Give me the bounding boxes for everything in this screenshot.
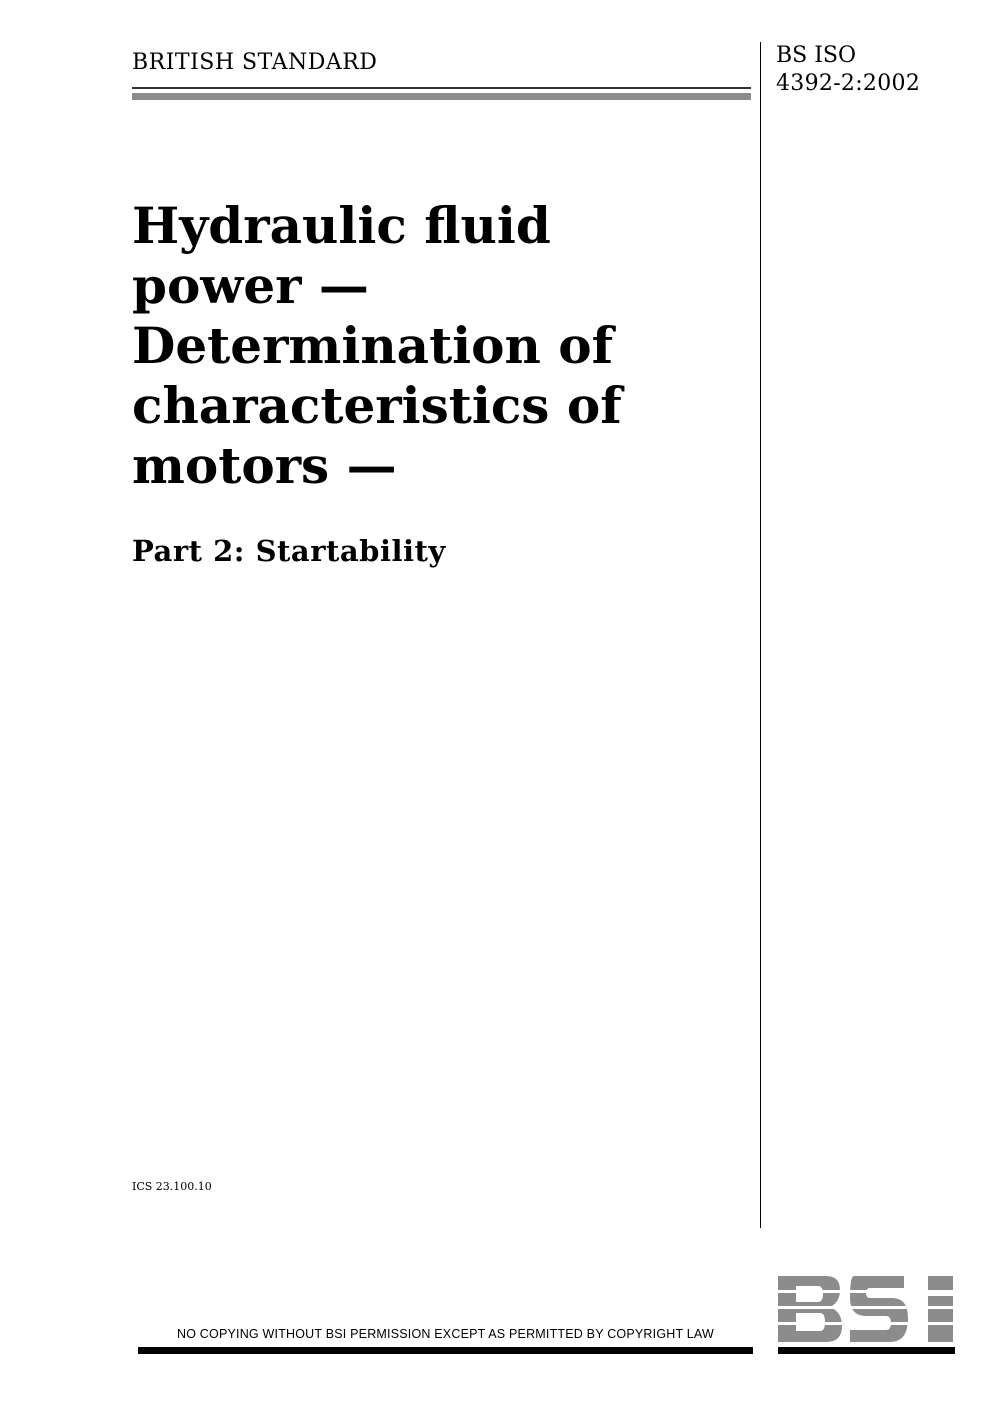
header-divider-thick — [132, 93, 751, 100]
document-subtitle: Part 2: Startability — [132, 534, 446, 568]
title-line: Determination of — [132, 316, 614, 375]
standard-number — [776, 42, 920, 98]
document-type-label: BRITISH STANDARD — [132, 50, 378, 75]
title-line: motors — — [132, 436, 397, 495]
title-line: power — — [132, 256, 369, 315]
margin-vertical-rule — [760, 42, 761, 1228]
copyright-notice: NO COPYING WITHOUT BSI PERMISSION EXCEPT AS PERMITTED BY COPYRIGHT LAW — [176, 1327, 714, 1341]
document-title — [132, 196, 732, 496]
title-line: characteristics of — [132, 376, 622, 435]
logo-rule — [778, 1347, 955, 1354]
header-divider-thin — [132, 87, 751, 89]
footer-rule — [138, 1347, 753, 1354]
standard-number-line1: BS ISO — [776, 43, 857, 68]
bsi-logo — [778, 1276, 955, 1342]
ics-code: ICS 23.100.10 — [132, 1180, 212, 1193]
title-line: Hydraulic fluid — [132, 196, 551, 255]
standard-number-line2: 4392-2:2002 — [776, 71, 921, 96]
